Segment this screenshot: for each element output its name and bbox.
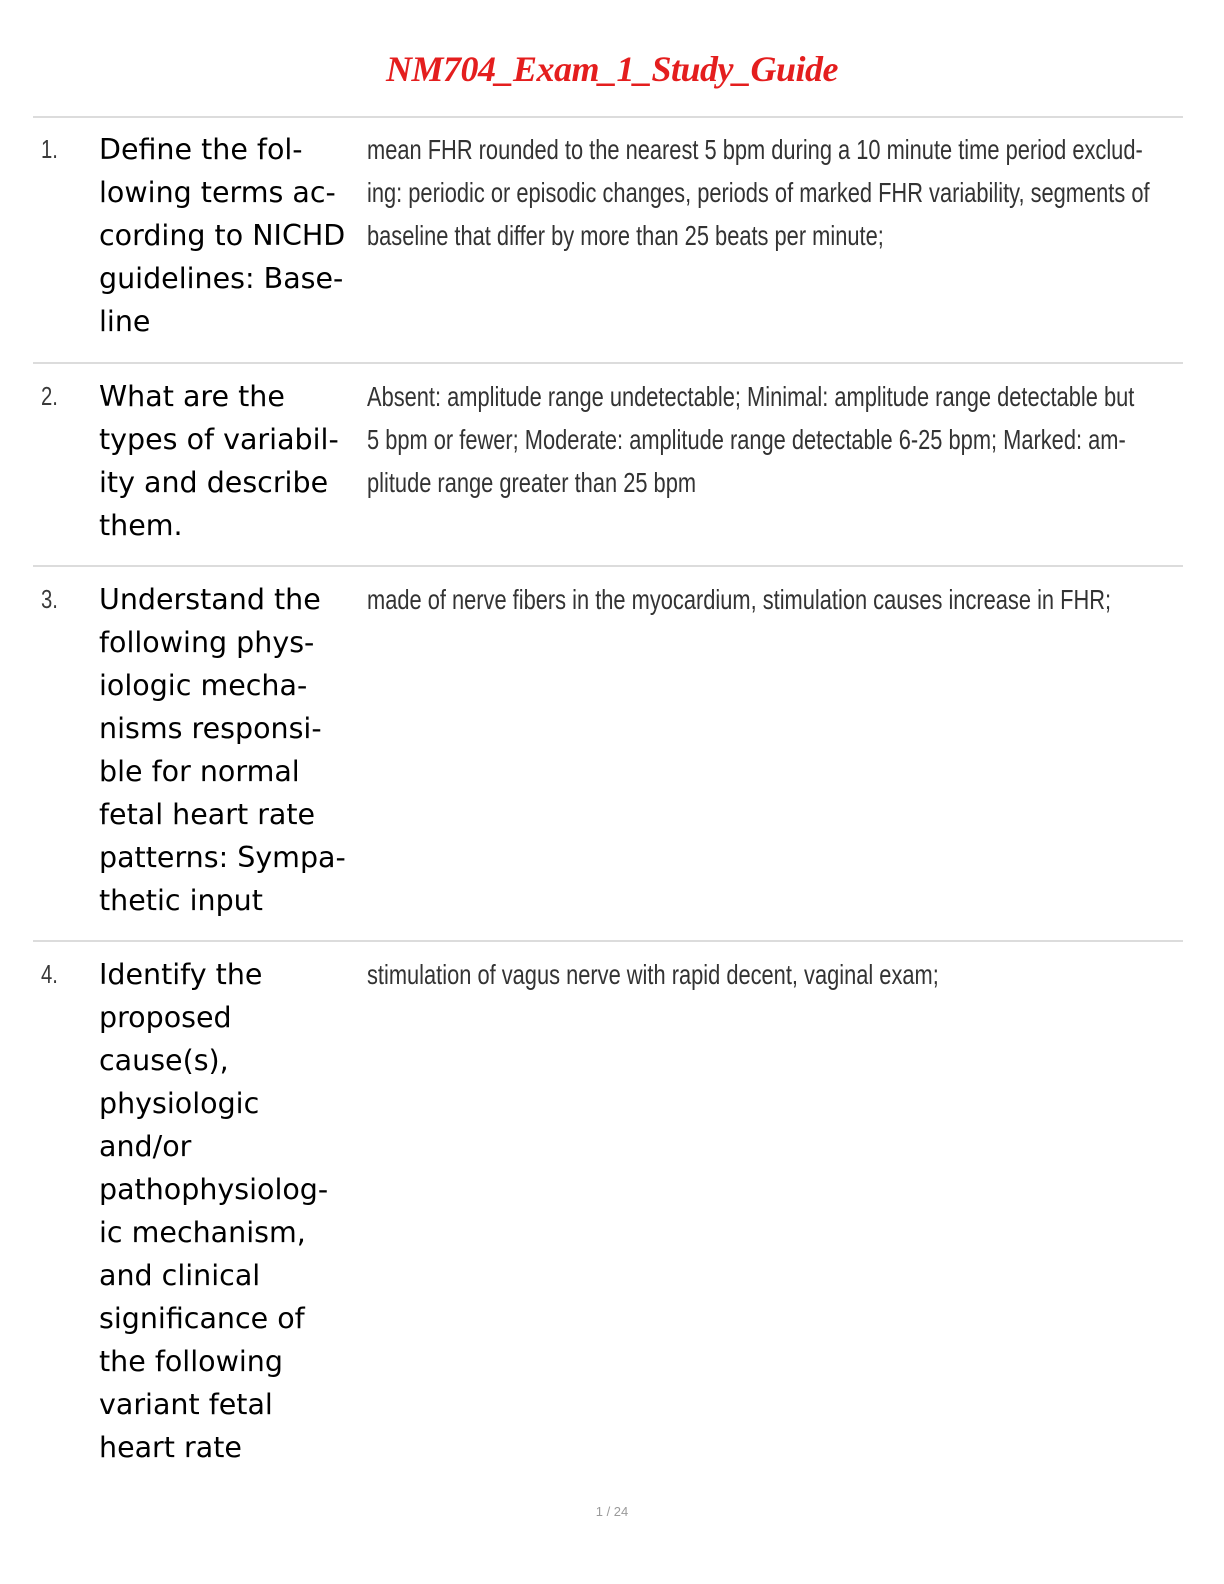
item-question: Define the fol- lowing terms ac- cording to NICHD guidelines: Base- line bbox=[99, 133, 346, 338]
item-answer: made of nerve fibers in the myocardium, stimulation causes increase in FHR; bbox=[367, 584, 1112, 615]
item-number: 4. bbox=[41, 959, 58, 989]
item-number: 1. bbox=[41, 134, 58, 164]
item-question: Identify the proposed cause(s), physiologic and/or pathophysiolog- ic mechanism, and clinical significance of the following variant fetal heart rate bbox=[99, 958, 329, 1464]
item-answer: mean FHR rounded to the nearest 5 bpm during a 10 minute time period exclud- ing: periodic or episodic changes, periods of marked FHR variability, segments of baseline that differ by more than 25 beats per minute; bbox=[367, 134, 1150, 251]
divider bbox=[33, 565, 1183, 567]
item-answer: stimulation of vagus nerve with rapid decent, vaginal exam; bbox=[367, 959, 939, 990]
page-indicator: 1 / 24 bbox=[595, 1504, 629, 1519]
item-question: What are the types of variabil- ity and describe them. bbox=[99, 380, 339, 542]
divider bbox=[33, 940, 1183, 942]
item-number: 3. bbox=[41, 584, 58, 614]
divider bbox=[33, 116, 1183, 118]
item-answer: Absent: amplitude range undetectable; Minimal: amplitude range detectable but 5 bpm or fewer; Moderate: amplitude range detectable 6-25 bpm; Marked: am- plitude range greater than 25 bpm bbox=[367, 381, 1135, 498]
item-number: 2. bbox=[41, 381, 58, 411]
document-title: NM704_Exam_1_Study_Guide bbox=[385, 49, 839, 89]
divider bbox=[33, 362, 1183, 364]
item-question: Understand the following phys- iologic mecha- nisms responsi- ble for normal fetal heart rate patterns: Sympa- thetic input bbox=[99, 583, 346, 917]
